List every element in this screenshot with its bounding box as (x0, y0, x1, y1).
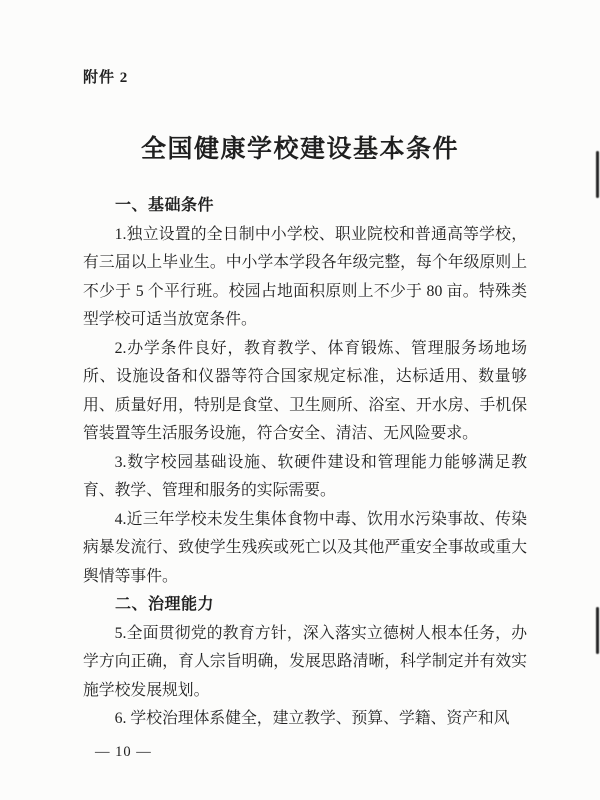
paragraph-item-6: 6. 学校治理体系健全，建立教学、预算、学籍、资产和风 (114, 710, 510, 727)
paragraph-item-1: 1.独立设置的全日制中小学校、职业院校和普通高等学校，有三届以上毕业生。中小学本学段各年级完整，每个年级原则上不少于 5 个平行班。校园占地面积原则上不少于 80 亩。特殊类型学校可适当放宽条件。 (83, 225, 527, 328)
paragraph-item-5: 5.全面贯彻党的教育方针，深入落实立德树人根本任务，办学方向正确，育人宗旨明确，发展思路清晰，科学制定并有效实施学校发展规划。 (83, 624, 527, 699)
paragraph-item-4: 4.近三年学校未发生集体食物中毒、饮用水污染事故、传染病暴发流行、致使学生残疾或死亡以及其他严重安全事故或重大舆情等事件。 (83, 510, 527, 585)
page-number: — 10 — (95, 744, 152, 760)
scan-artifact-mark-top (596, 151, 599, 198)
document-body (83, 192, 527, 734)
section-heading-basic-conditions: 一、基础条件 (115, 197, 215, 214)
scan-artifact-mark-bottom (596, 607, 599, 654)
document-title: 全国健康学校建设基本条件 (140, 136, 459, 163)
attachment-label: 附件 2 (83, 70, 129, 86)
paragraph-item-2: 2.办学条件良好，教育教学、体育锻炼、管理服务场地场所、设施设备和仪器等符合国家规定标准，达标适用、数量够用、质量好用，特别是食堂、卫生厕所、浴室、开水房、手机保管装置等生活服务设施，符合安全、清洁、无风险要求。 (83, 339, 527, 442)
section-heading-governance-capacity: 二、治理能力 (115, 596, 215, 613)
paragraph-item-3: 3.数字校园基础设施、软硬件建设和管理能力能够满足教育、教学、管理和服务的实际需要。 (83, 453, 527, 499)
